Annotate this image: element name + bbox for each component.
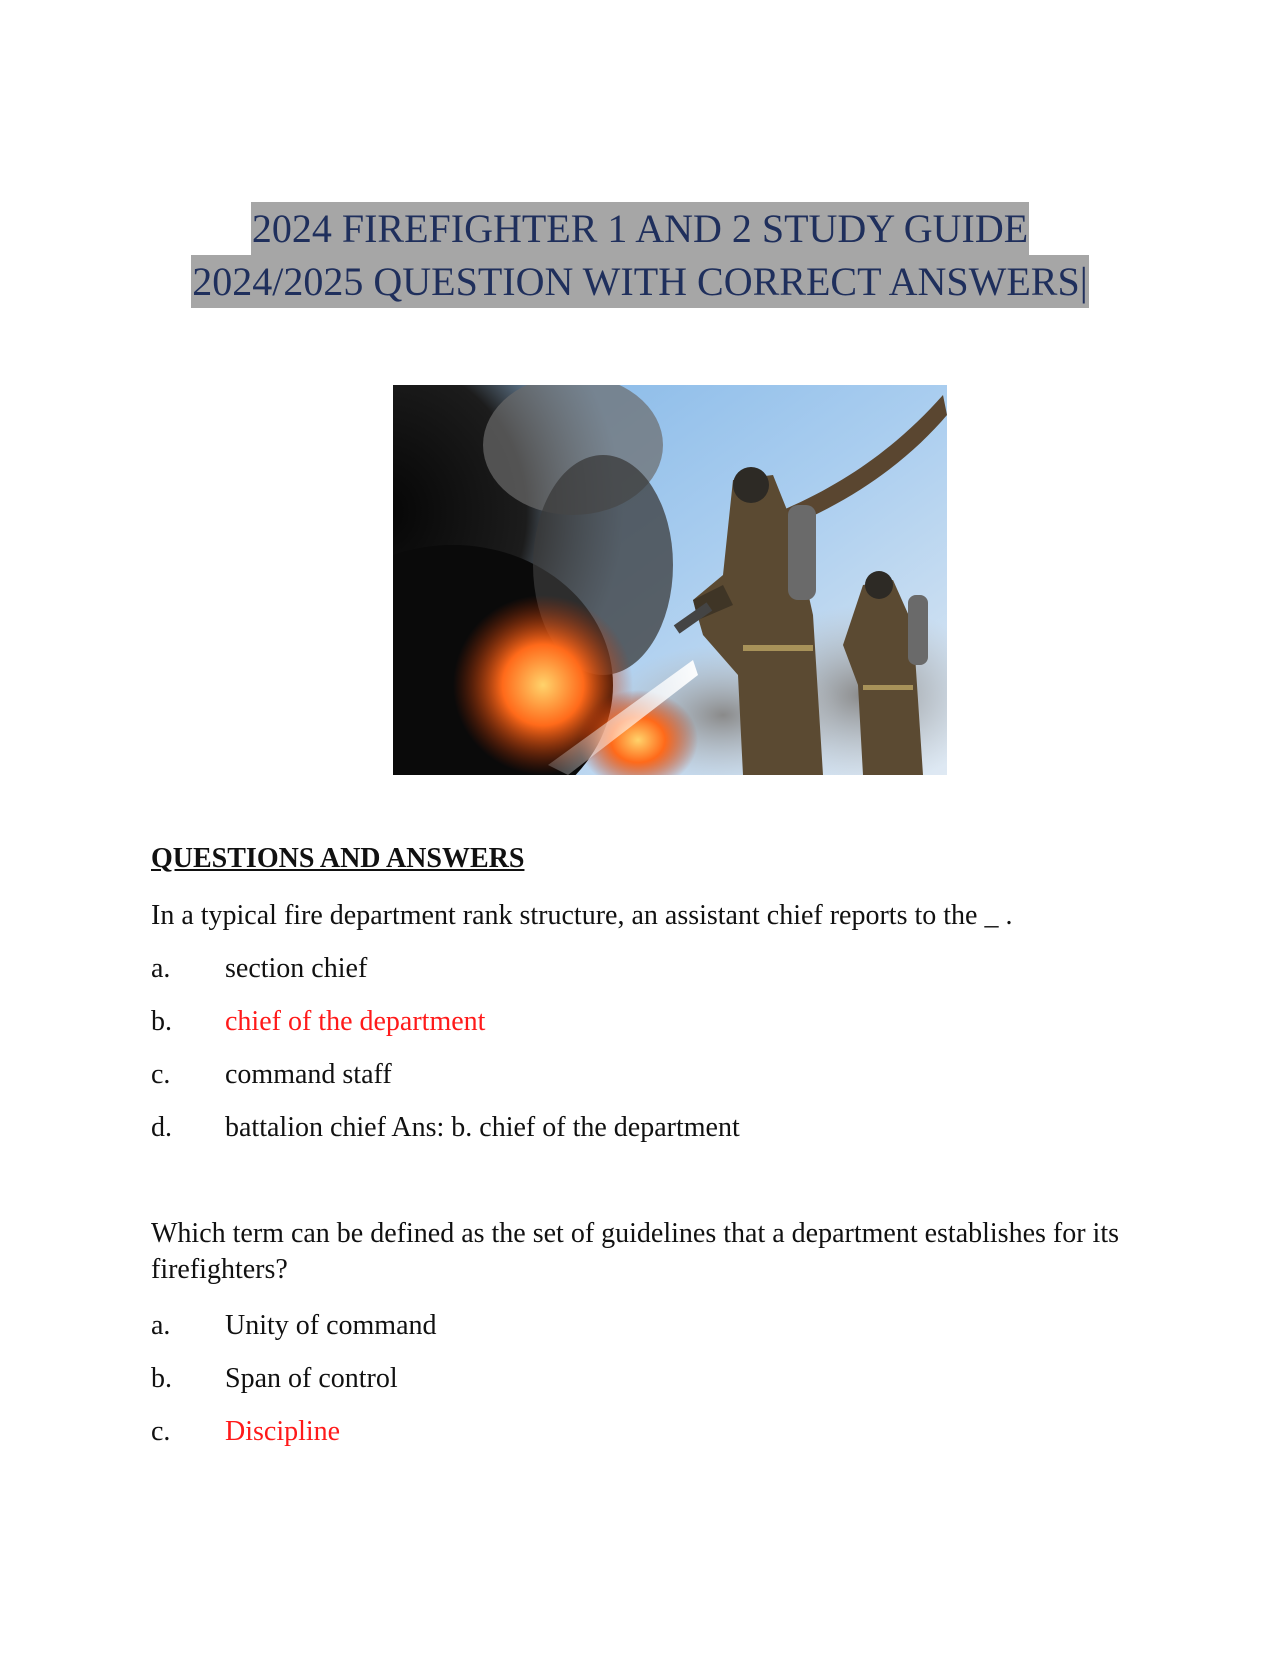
option-text: command staff	[225, 1059, 392, 1090]
option-letter: b.	[151, 1363, 172, 1394]
option-letter: d.	[151, 1112, 172, 1143]
title-line-1: 2024 FIREFIGHTER 1 AND 2 STUDY GUIDE	[251, 202, 1029, 255]
title-line-2: 2024/2025 QUESTION WITH CORRECT ANSWERS|	[191, 255, 1088, 308]
option-text: section chief	[225, 953, 368, 984]
option-text: battalion chief Ans: b. chief of the department	[225, 1112, 740, 1143]
option-text: Unity of command	[225, 1310, 437, 1341]
option-letter: a.	[151, 953, 171, 984]
question-1-option-a	[151, 952, 367, 986]
question-1-option-c	[151, 1058, 392, 1092]
option-text: Discipline	[225, 1416, 341, 1447]
option-letter: c.	[151, 1059, 171, 1090]
document-title	[0, 202, 1280, 308]
question-1-option-b-correct	[151, 1005, 485, 1039]
option-text: chief of the department	[225, 1006, 486, 1037]
option-letter: c.	[151, 1416, 171, 1447]
question-1: In a typical fire department rank structure, an assistant chief reports to the _ .	[151, 900, 1013, 931]
option-letter: b.	[151, 1006, 172, 1037]
question-2-option-c-correct	[151, 1415, 340, 1449]
option-letter: a.	[151, 1310, 171, 1341]
section-heading: QUESTIONS AND ANSWERS	[151, 843, 525, 874]
firefighters-photo	[393, 385, 947, 775]
question-2-option-b	[151, 1362, 398, 1396]
question-2-option-a	[151, 1309, 437, 1343]
option-text: Span of control	[225, 1363, 398, 1394]
question-1-option-d	[151, 1111, 740, 1145]
question-2: Which term can be defined as the set of guidelines that a department establishes for its firefighters?	[151, 1218, 1120, 1285]
